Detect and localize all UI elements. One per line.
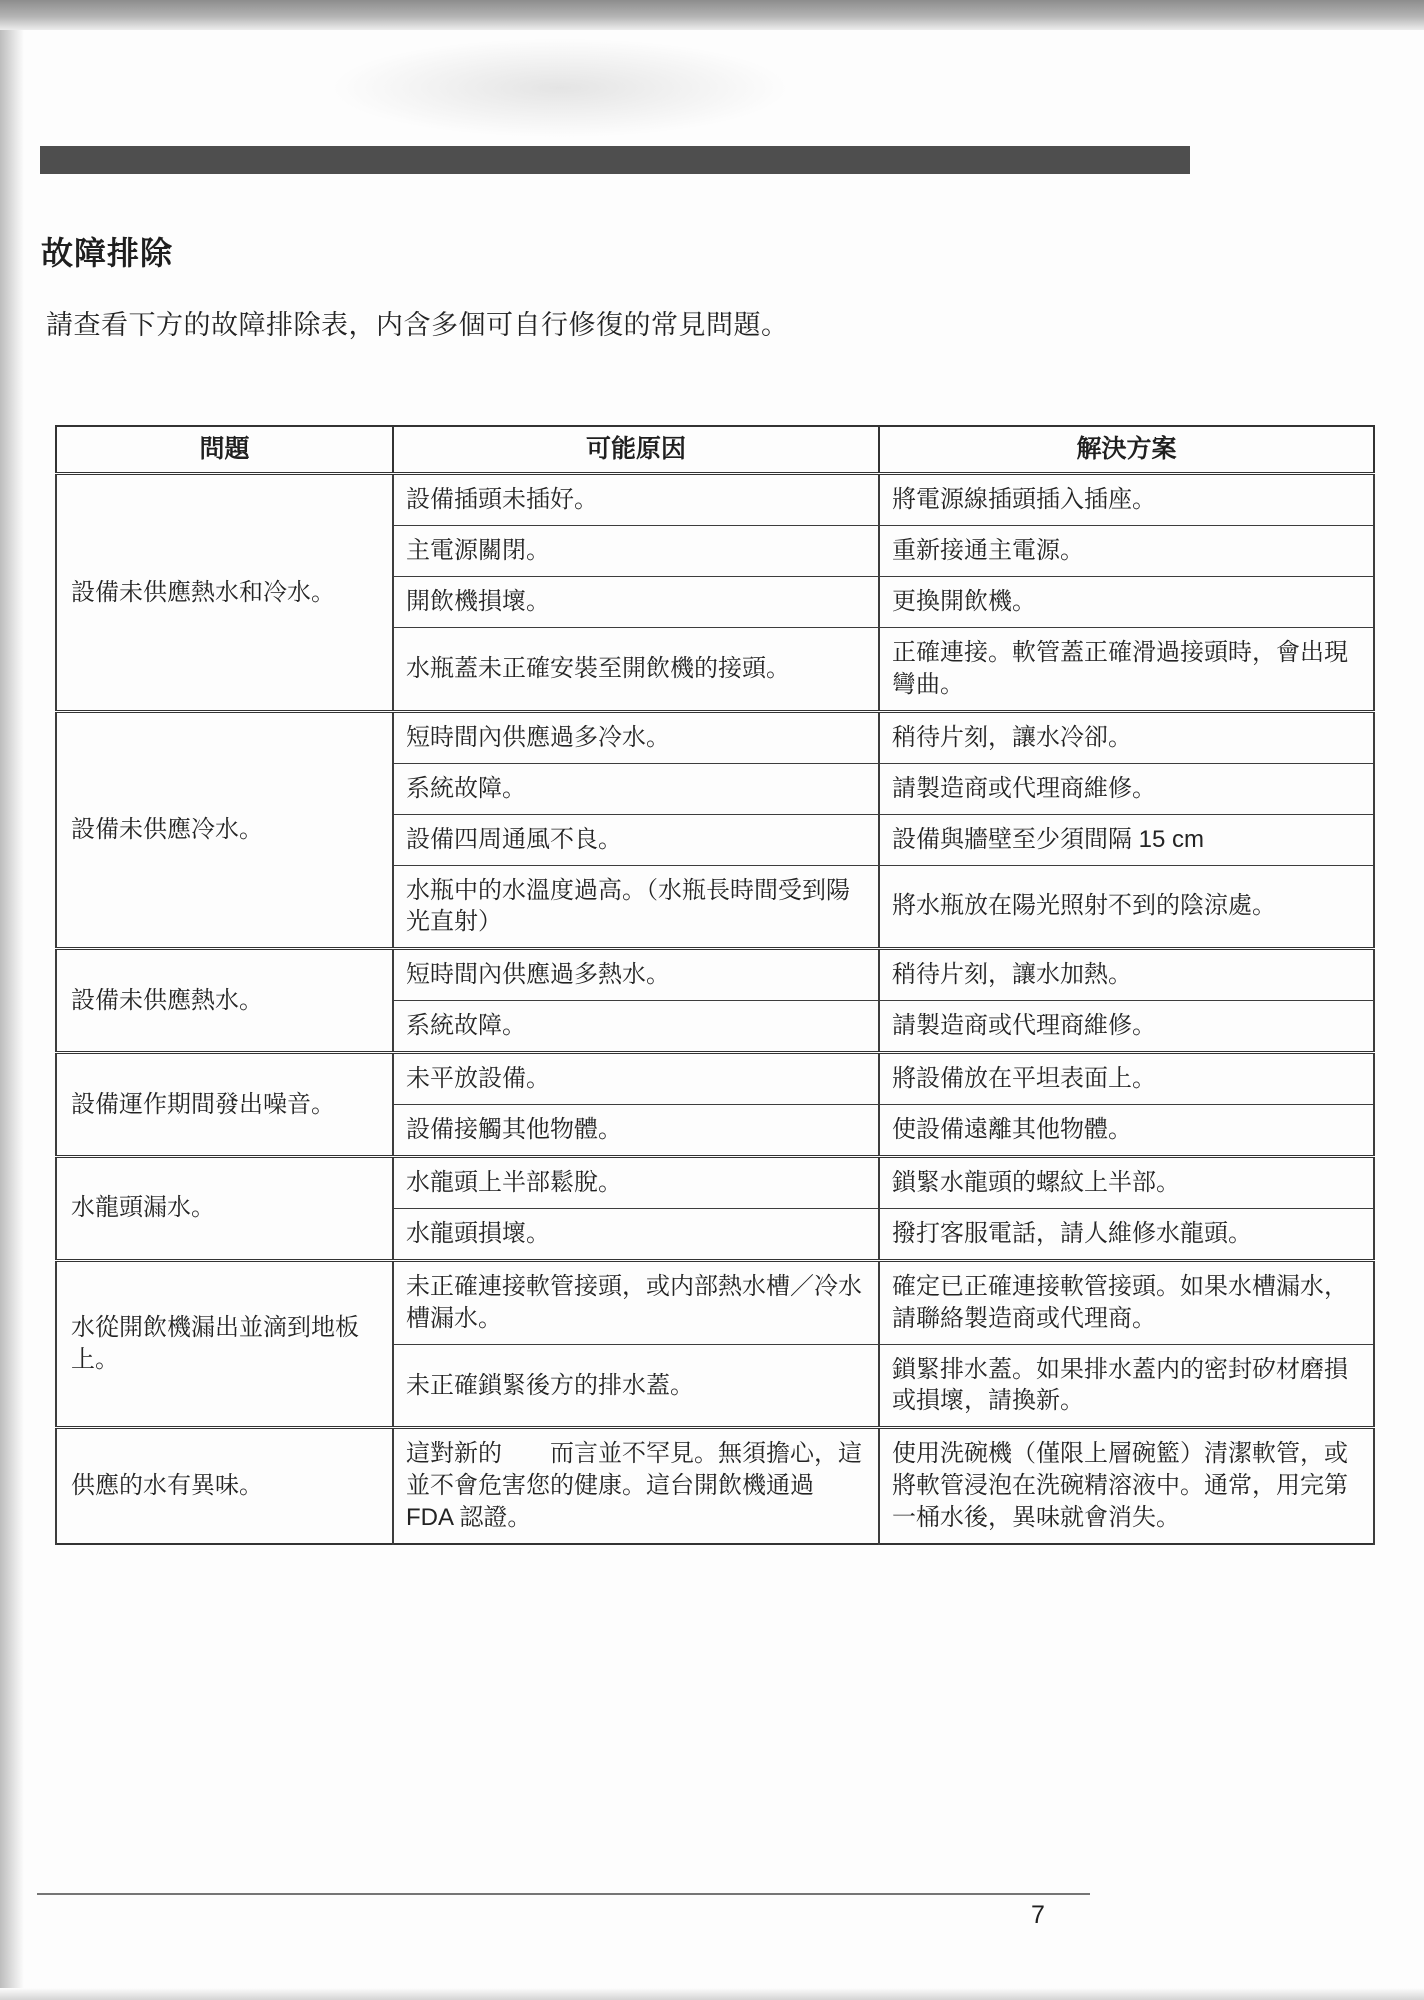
cause-cell: 系統故障。 [393, 1001, 879, 1053]
cause-cell: 系統故障。 [393, 763, 879, 814]
solution-cell: 更換開飲機。 [879, 577, 1374, 628]
troubleshooting-table [55, 425, 1375, 1545]
problem-cell: 供應的水有異味。 [56, 1428, 393, 1544]
table-row [56, 1156, 1374, 1208]
page-number: 7 [1031, 1901, 1045, 1929]
solution-cell: 鎖緊排水蓋。如果排水蓋内的密封矽材磨損或損壞，請換新。 [879, 1344, 1374, 1428]
intro-text: 請查看下方的故障排除表，内含多個可自行修復的常見問題。 [46, 310, 789, 340]
scan-edge-left [0, 30, 24, 2000]
scan-edge-top [0, 0, 1424, 30]
problem-cell: 設備運作期間發出噪音。 [56, 1053, 393, 1157]
solution-cell: 重新接通主電源。 [879, 526, 1374, 577]
problem-cell: 設備未供應冷水。 [56, 711, 393, 949]
cause-cell: 短時間內供應過多熱水。 [393, 949, 879, 1001]
solution-cell: 鎖緊水龍頭的螺紋上半部。 [879, 1156, 1374, 1208]
cause-cell: 未正確連接軟管接頭，或内部熱水槽／冷水槽漏水。 [393, 1260, 879, 1344]
solution-cell: 確定已正確連接軟管接頭。如果水槽漏水，請聯絡製造商或代理商。 [879, 1260, 1374, 1344]
table-row [56, 1260, 1374, 1344]
section-divider-bar [40, 146, 1190, 174]
solution-cell: 使用洗碗機（僅限上層碗籃）清潔軟管，或將軟管浸泡在洗碗精溶液中。通常，用完第一桶水後，異味就會消失。 [879, 1428, 1374, 1544]
column-header: 可能原因 [393, 426, 879, 474]
cause-cell: 設備插頭未插好。 [393, 474, 879, 526]
page-title: 故障排除 [41, 235, 174, 271]
cause-cell: 水瓶中的水溫度過高。（水瓶長時間受到陽光直射） [393, 865, 879, 949]
solution-cell: 將水瓶放在陽光照射不到的陰涼處。 [879, 865, 1374, 949]
solution-cell: 撥打客服電話，請人維修水龍頭。 [879, 1208, 1374, 1260]
cause-cell: 設備接觸其他物體。 [393, 1105, 879, 1157]
table-row [56, 949, 1374, 1001]
table-header-row [56, 426, 1374, 474]
solution-cell: 請製造商或代理商維修。 [879, 1001, 1374, 1053]
cause-cell: 主電源關閉。 [393, 526, 879, 577]
table-row [56, 474, 1374, 526]
table-row [56, 1428, 1374, 1544]
problem-cell: 設備未供應熱水和冷水。 [56, 474, 393, 712]
solution-cell: 將設備放在平坦表面上。 [879, 1053, 1374, 1105]
cause-cell: 水龍頭上半部鬆脫。 [393, 1156, 879, 1208]
solution-cell: 將電源線插頭插入插座。 [879, 474, 1374, 526]
cause-cell: 短時間內供應過多冷水。 [393, 711, 879, 763]
cause-cell: 未正確鎖緊後方的排水蓋。 [393, 1344, 879, 1428]
scan-smudge [330, 38, 790, 138]
solution-cell: 正確連接。軟管蓋正確滑過接頭時，會出現彎曲。 [879, 627, 1374, 711]
column-header: 解決方案 [879, 426, 1374, 474]
column-header: 問題 [56, 426, 393, 474]
cause-cell: 水瓶蓋未正確安裝至開飲機的接頭。 [393, 627, 879, 711]
cause-cell: 設備四周通風不良。 [393, 814, 879, 865]
cause-cell: 水龍頭損壞。 [393, 1208, 879, 1260]
cause-cell: 未平放設備。 [393, 1053, 879, 1105]
cause-cell: 開飲機損壞。 [393, 577, 879, 628]
problem-cell: 設備未供應熱水。 [56, 949, 393, 1053]
table-row [56, 711, 1374, 763]
footer-rule [37, 1893, 1090, 1895]
solution-cell: 使設備遠離其他物體。 [879, 1105, 1374, 1157]
solution-cell: 設備與牆壁至少須間隔 15 cm [879, 814, 1374, 865]
table-row [56, 1053, 1374, 1105]
solution-cell: 稍待片刻，讓水冷卻。 [879, 711, 1374, 763]
solution-cell: 請製造商或代理商維修。 [879, 763, 1374, 814]
solution-cell: 稍待片刻，讓水加熱。 [879, 949, 1374, 1001]
problem-cell: 水從開飲機漏出並滴到地板上。 [56, 1260, 393, 1428]
problem-cell: 水龍頭漏水。 [56, 1156, 393, 1260]
scan-edge-bottom [0, 1988, 1424, 2000]
cause-cell: 這對新的 而言並不罕見。無須擔心，這並不會危害您的健康。這台開飲機通過 FDA 認證。 [393, 1428, 879, 1544]
